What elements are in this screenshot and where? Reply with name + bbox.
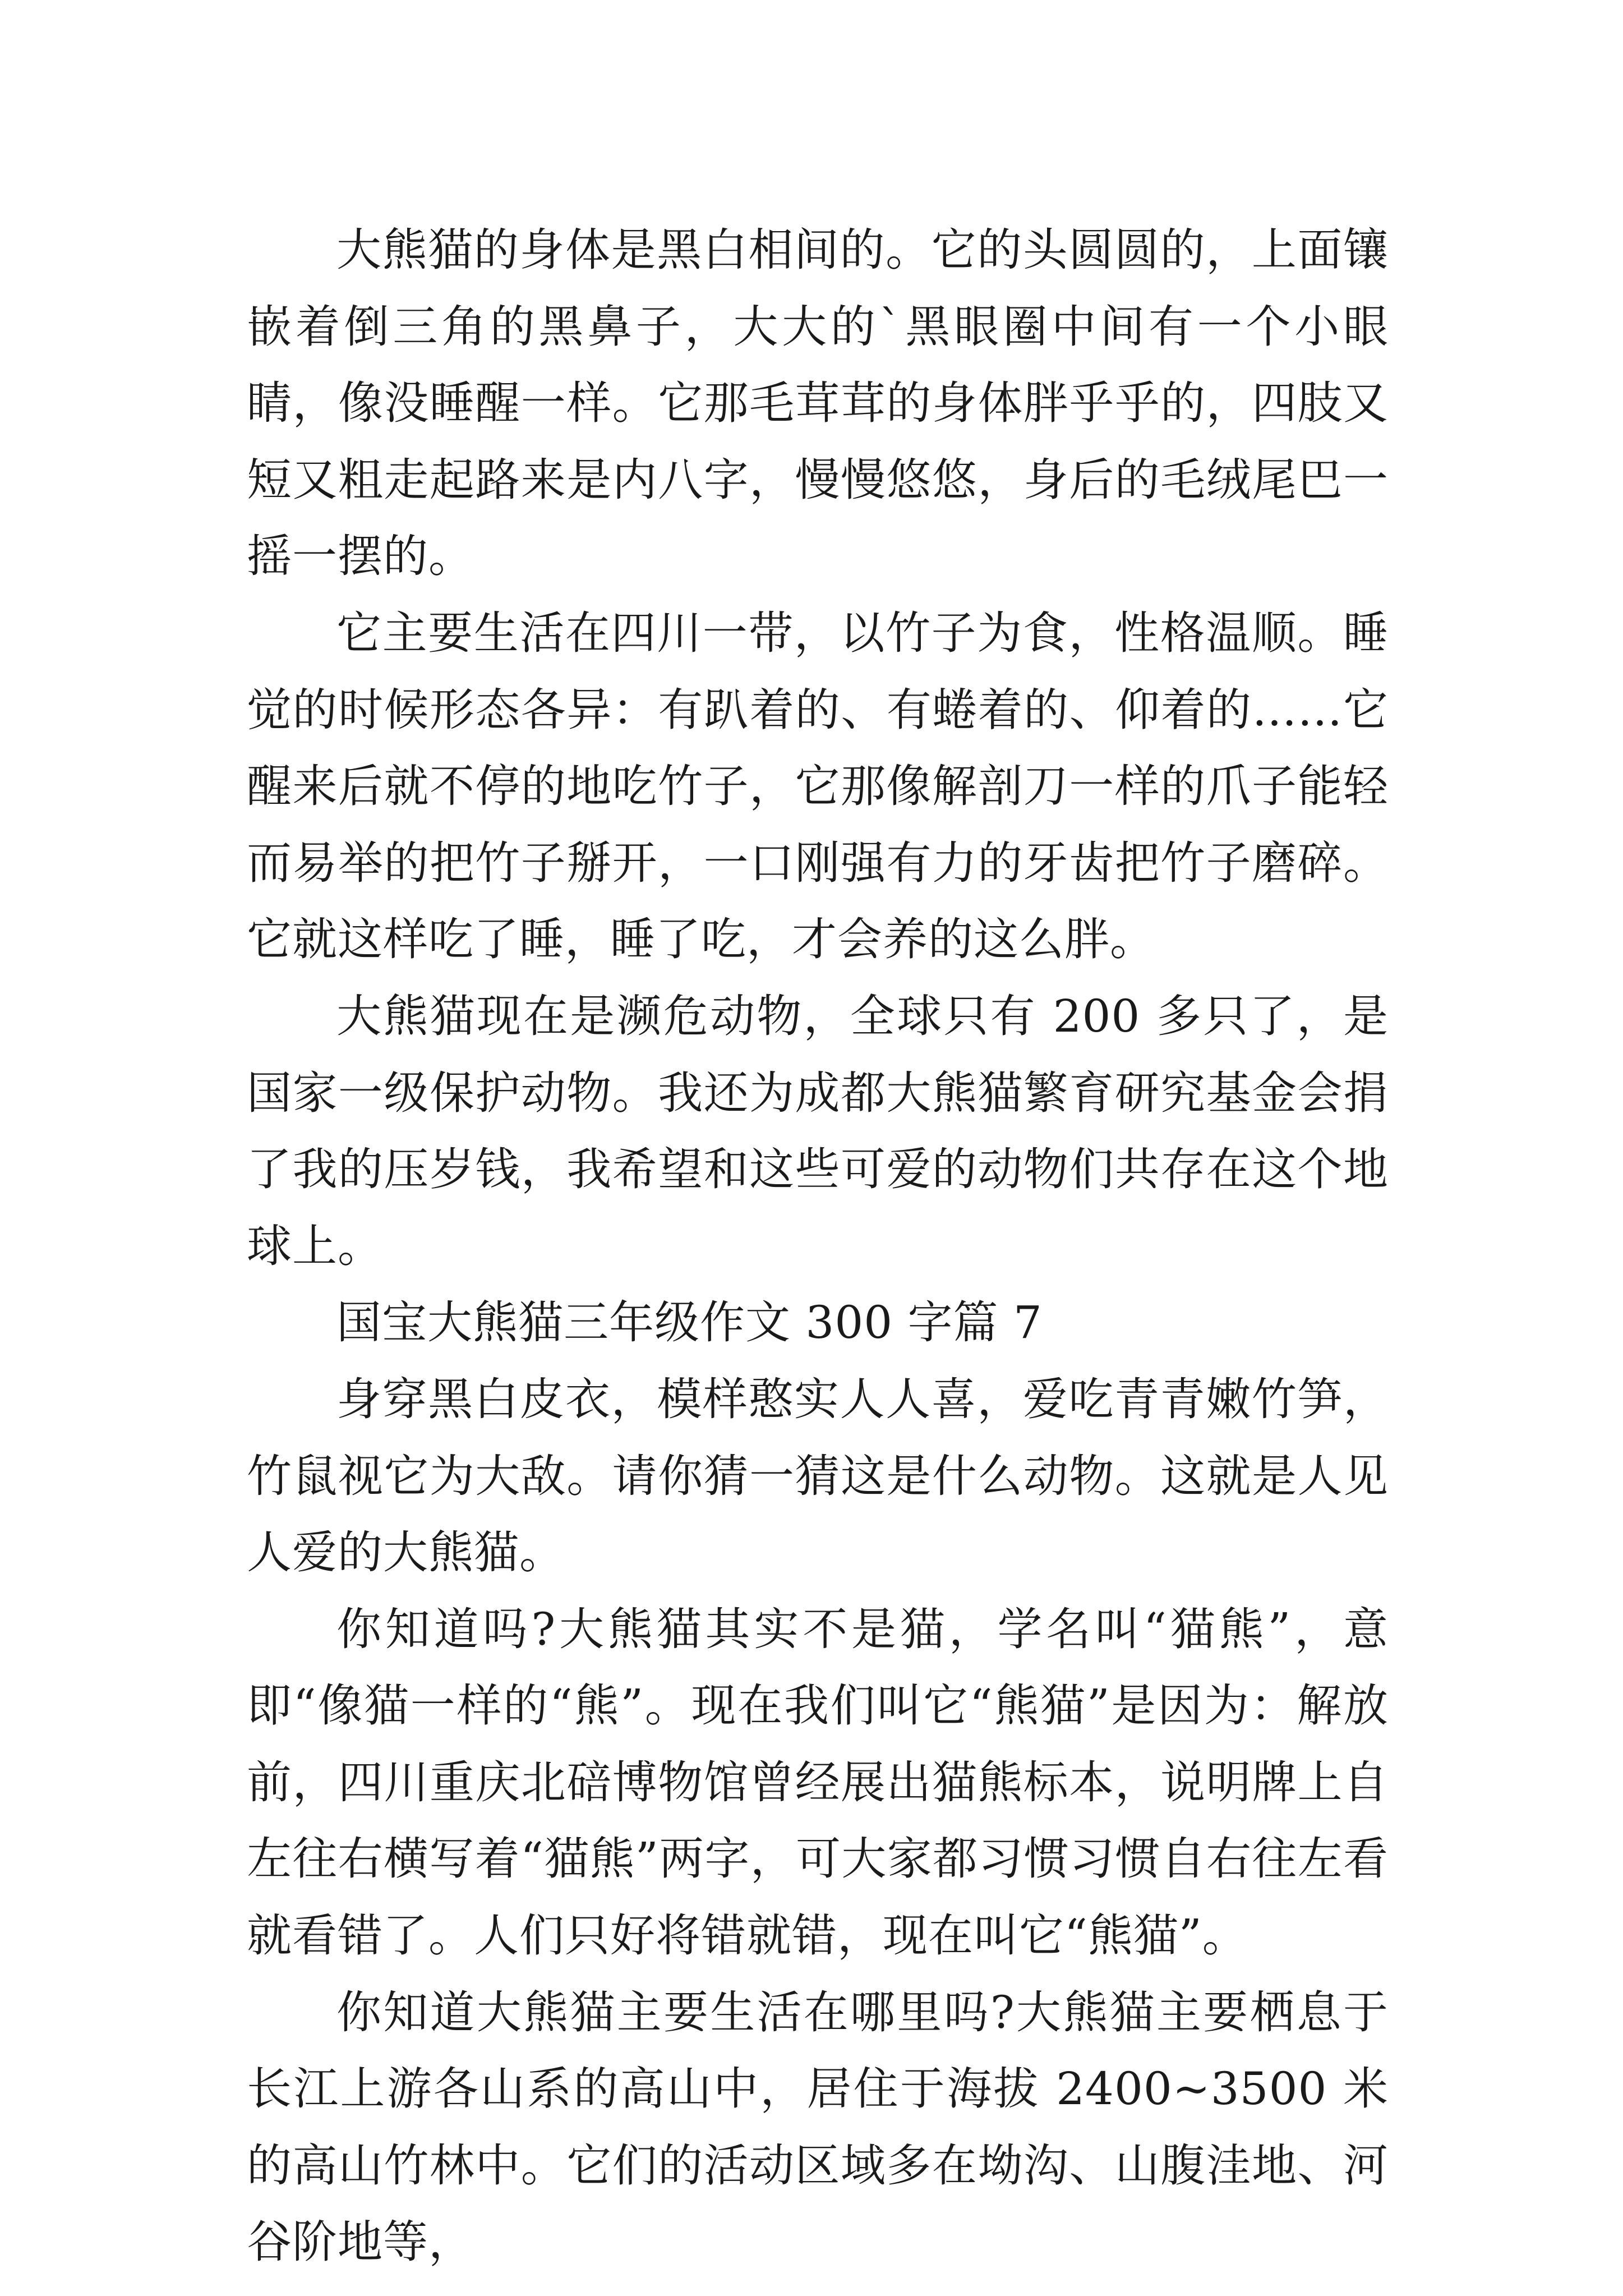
- paragraph-panda-habits: 它主要生活在四川一带，以竹子为食，性格温顺。睡觉的时候形态各异：有趴着的、有蜷着的、仰着的……它醒来后就不停的地吃竹子，它那像解剖刀一样的爪子能轻而易举的把竹子掰开，一口刚强有力的牙齿把竹子磨碎。它就这样吃了睡，睡了吃，才会养的这么胖。: [247, 606, 1389, 966]
- paragraph-panda-habitat: 你知道大熊猫主要生活在哪里吗?大熊猫主要栖息于长江上游各山系的高山中，居住于海拔 2400~3500 米的高山竹林中。它们的活动区域多在坳沟、山腹洼地、河谷阶地等，: [247, 1986, 1389, 2269]
- paragraph-panda-riddle: 身穿黑白皮衣，模样憨实人人喜，爱吃青青嫩竹笋，竹鼠视它为大敌。请你猜一猜这是什么动物。这就是人见人爱的大熊猫。: [247, 1373, 1389, 1579]
- section-heading: 国宝大熊猫三年级作文 300 字篇 7: [336, 1296, 1043, 1349]
- paragraph-panda-appearance: 大熊猫的身体是黑白相间的。它的头圆圆的，上面镶嵌着倒三角的黑鼻子，大大的`黑眼圈中间有一个小眼睛，像没睡醒一样。它那毛茸茸的身体胖乎乎的，四肢又短又粗走起路来是内八字，慢慢悠悠，身后的毛绒尾巴一摇一摆的。: [247, 224, 1389, 583]
- paragraph-panda-name-origin: 你知道吗?大熊猫其实不是猫，学名叫“猫熊”，意即“像猫一样的“熊”。现在我们叫它“熊猫”是因为：解放前，四川重庆北碚博物馆曾经展出猫熊标本，说明牌上自左往右横写着“猫熊”两字，可大家都习惯习惯自右往左看就看错了。人们只好将错就错，现在叫它“熊猫”。: [247, 1603, 1389, 1962]
- article-body: [247, 212, 1389, 2281]
- paragraph-panda-endangered: 大熊猫现在是濒危动物，全球只有 200 多只了，是国家一级保护动物。我还为成都大熊猫繁育研究基金会捐了我的压岁钱，我希望和这些可爱的动物们共存在这个地球上。: [247, 990, 1389, 1272]
